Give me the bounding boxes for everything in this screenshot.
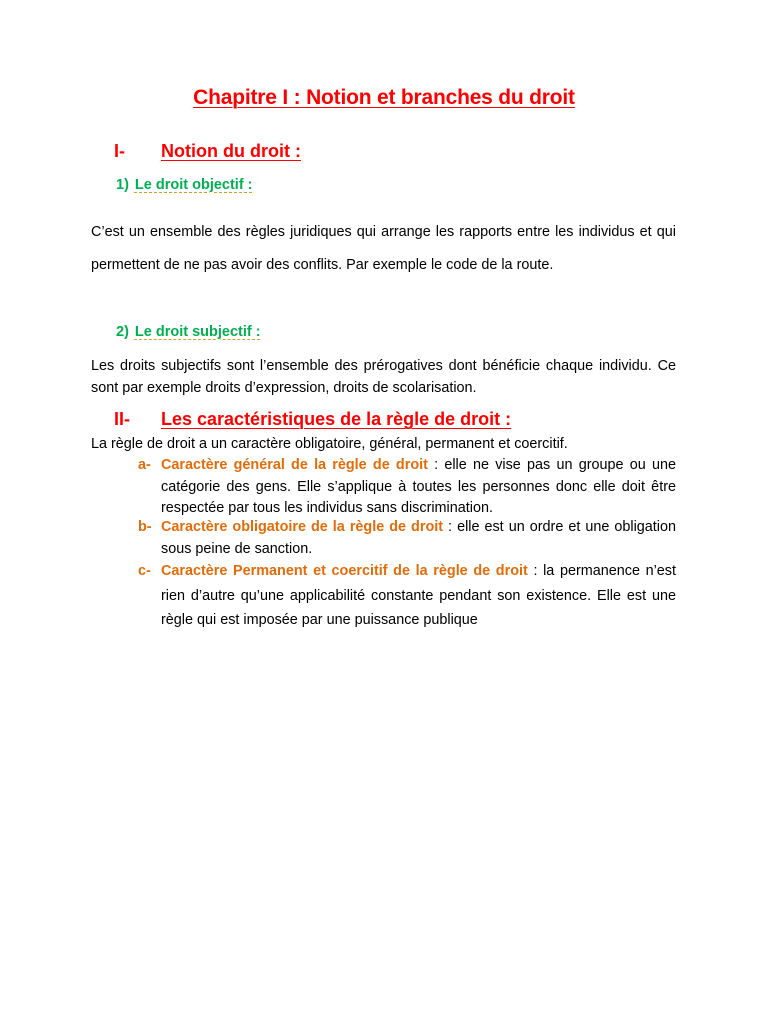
section-1-heading	[114, 141, 301, 162]
subsection-1-title: Le droit objectif :	[134, 177, 253, 193]
section-2-heading	[114, 409, 511, 430]
list-item-text: : la permanence n’est rien d’autre qu’une applicabilité constante pendant son existence. Elle est une règle qui est imposée par une puissance publique	[161, 563, 677, 628]
section-1-title: Notion du droit :	[161, 141, 301, 161]
list-item-body	[161, 517, 676, 560]
list-item-body	[161, 559, 676, 633]
subsection-1-number: 1)	[116, 177, 129, 193]
objective-law-paragraph: C’est un ensemble des règles juridiques qui arrange les rapports entre les individus et qui permettent de ne pas avoir des conflits. Par exemple le code de la route.	[91, 224, 676, 273]
subjective-law-paragraph: Les droits subjectifs sont l’ensemble des prérogatives dont bénéficie chaque individu. Ce sont par exemple droits d’expression, droits de scolarisation.	[91, 358, 676, 396]
chapter-title: Chapitre I : Notion et branches du droit	[193, 86, 575, 109]
list-item-general	[138, 455, 676, 520]
list-item-body	[161, 455, 676, 520]
list-item-lead: Caractère obligatoire de la règle de droit	[161, 519, 444, 535]
section-2-intro: La règle de droit a un caractère obligatoire, général, permanent et coercitif.	[91, 436, 568, 452]
list-marker: c-	[138, 563, 151, 579]
subsection-1-heading	[116, 177, 253, 193]
section-2-title: Les caractéristiques de la règle de droit :	[161, 409, 512, 429]
list-item-lead: Caractère Permanent et coercitif de la règle de droit	[161, 563, 528, 579]
list-marker: b-	[138, 519, 152, 535]
section-1-number: I-	[114, 141, 125, 161]
section-2-number: II-	[114, 409, 130, 429]
list-item-permanent	[138, 559, 676, 633]
subsection-2-number: 2)	[116, 324, 129, 340]
list-marker: a-	[138, 457, 151, 473]
subsection-2-heading	[116, 324, 261, 340]
list-item-text: : elle est un ordre et une obligation sous peine de sanction.	[161, 519, 676, 557]
list-item-text: : elle ne vise pas un groupe ou une catégorie des gens. Elle s’applique à toutes les personnes donc elle doit être respectée par tous les individus sans discrimination.	[161, 457, 676, 516]
subsection-2-title: Le droit subjectif :	[134, 324, 261, 340]
list-item-lead: Caractère général de la règle de droit	[161, 457, 428, 473]
list-item-obligatory	[138, 517, 676, 560]
